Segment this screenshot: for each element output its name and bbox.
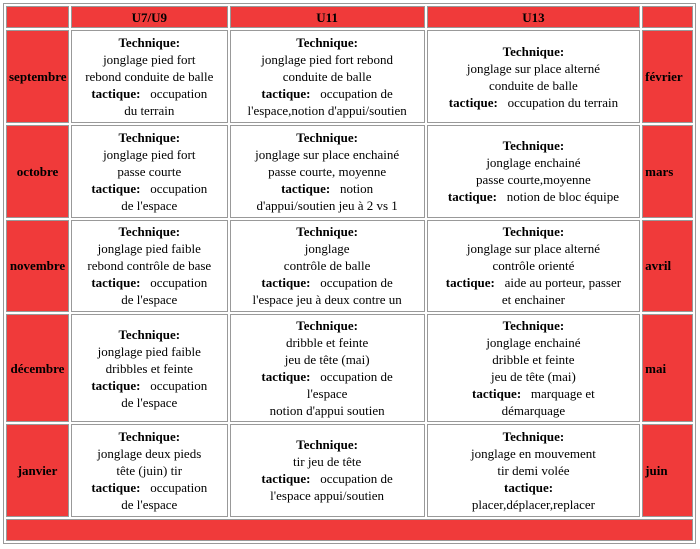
technique-heading: Technique: bbox=[296, 129, 358, 145]
cell-text-line: jonglage pied fort rebond bbox=[261, 52, 393, 68]
cell-text-line: jonglage sur place alterné bbox=[466, 60, 601, 76]
program-cell bbox=[427, 30, 640, 123]
tactique-label: tactique: bbox=[91, 86, 141, 102]
month-row bbox=[6, 30, 693, 123]
tactique-text: occupation bbox=[150, 86, 208, 102]
tactique-line bbox=[74, 180, 225, 197]
header-row bbox=[6, 6, 693, 28]
tactique-line bbox=[430, 274, 637, 291]
cell-text-line: jonglage deux pieds bbox=[97, 445, 202, 461]
tactique-line bbox=[233, 470, 422, 487]
footer-bar bbox=[6, 519, 693, 541]
cell-text-line: de l'espace bbox=[121, 197, 178, 213]
tactique-label: tactique: bbox=[472, 386, 522, 402]
technique-heading: Technique: bbox=[296, 437, 358, 453]
tactique-label: tactique: bbox=[91, 275, 141, 291]
tactique-label: tactique: bbox=[504, 479, 554, 495]
program-cell bbox=[71, 424, 228, 517]
tactique-text: notion bbox=[339, 180, 374, 196]
cell-text-line: notion d'appui soutien bbox=[269, 403, 385, 419]
corner-cell bbox=[6, 6, 69, 28]
program-cell bbox=[71, 30, 228, 123]
cell-text-line: contrôle de balle bbox=[283, 258, 371, 274]
tactique-line bbox=[74, 377, 225, 394]
cell-text-line: de l'espace bbox=[121, 496, 178, 512]
tactique-line bbox=[430, 385, 637, 402]
corner-cell-right bbox=[642, 6, 693, 28]
month-label-right: mars bbox=[642, 125, 693, 218]
tactique-text: occupation bbox=[150, 479, 208, 495]
tactique-label: tactique: bbox=[91, 180, 141, 196]
tactique-line bbox=[233, 85, 422, 102]
cell-text-line: contrôle orienté bbox=[492, 258, 575, 274]
program-cell bbox=[71, 220, 228, 313]
tactique-text: occupation bbox=[150, 275, 208, 291]
tactique-label: tactique: bbox=[261, 275, 311, 291]
tactique-line bbox=[430, 94, 637, 111]
tactique-text: occupation bbox=[150, 377, 208, 393]
technique-heading: Technique: bbox=[118, 428, 181, 444]
cell-text-line: dribble et feinte bbox=[285, 335, 369, 351]
cell-text-line: l'espace jeu à deux contre un bbox=[252, 292, 402, 308]
tactique-line bbox=[74, 479, 225, 496]
cell-text-line: jonglage sur place enchainé bbox=[255, 146, 400, 162]
program-cell bbox=[230, 220, 425, 313]
tactique-text: occupation de bbox=[320, 369, 393, 385]
col-header-u13: U13 bbox=[427, 6, 640, 28]
cell-text-line: l'espace appui/soutien bbox=[270, 488, 385, 504]
program-cell bbox=[427, 125, 640, 218]
tactique-text: occupation bbox=[150, 180, 208, 196]
cell-text-line: rebond contrôle de base bbox=[87, 258, 212, 274]
cell-text-line: tir jeu de tête bbox=[293, 454, 362, 470]
cell-text-line: l'espace,notion d'appui/soutien bbox=[247, 103, 407, 119]
program-cell bbox=[230, 314, 425, 422]
month-label-left: janvier bbox=[6, 424, 69, 517]
tactique-text: occupation de bbox=[320, 86, 393, 102]
tactique-text: occupation de bbox=[320, 275, 393, 291]
cell-text-line: passe courte bbox=[117, 163, 182, 179]
technique-heading: Technique: bbox=[502, 43, 565, 59]
technique-heading: Technique: bbox=[118, 224, 181, 240]
cell-text-line: conduite de balle bbox=[489, 77, 578, 93]
cell-text-line: passe courte,moyenne bbox=[476, 172, 591, 188]
tactique-line bbox=[74, 85, 225, 102]
col-header-u11: U11 bbox=[230, 6, 425, 28]
tactique-label: tactique: bbox=[445, 275, 495, 291]
tactique-label: tactique: bbox=[281, 180, 331, 196]
program-cell bbox=[427, 220, 640, 313]
month-label-right: mai bbox=[642, 314, 693, 422]
month-label-right: juin bbox=[642, 424, 693, 517]
tactique-label: tactique: bbox=[261, 86, 311, 102]
program-cell bbox=[71, 314, 228, 422]
month-label-right: février bbox=[642, 30, 693, 123]
tactique-label: tactique: bbox=[261, 471, 311, 487]
cell-text-line: l'espace bbox=[306, 386, 348, 402]
technique-heading: Technique: bbox=[118, 326, 181, 342]
footer-row bbox=[6, 519, 693, 541]
cell-text-line: passe courte, moyenne bbox=[268, 163, 387, 179]
tactique-text: occupation de bbox=[320, 471, 393, 487]
cell-text-line: tête (juin) tir bbox=[116, 462, 183, 478]
program-cell bbox=[230, 125, 425, 218]
tactique-label: tactique: bbox=[91, 377, 141, 393]
technique-heading: Technique: bbox=[296, 318, 358, 334]
cell-text-line: jonglage en mouvement bbox=[470, 445, 596, 461]
month-label-left: décembre bbox=[6, 314, 69, 422]
technique-heading: Technique: bbox=[502, 318, 565, 334]
cell-text-line: d'appui/soutien jeu à 2 vs 1 bbox=[256, 197, 398, 213]
program-cell bbox=[230, 424, 425, 517]
training-plan-table bbox=[3, 3, 696, 544]
program-cell bbox=[230, 30, 425, 123]
tactique-text: notion de bloc équipe bbox=[506, 189, 619, 205]
cell-text-line: de l'espace bbox=[121, 394, 178, 410]
month-row bbox=[6, 314, 693, 422]
cell-text-line: jonglage enchainé bbox=[486, 155, 581, 171]
cell-text-line: jonglage enchainé bbox=[486, 335, 581, 351]
cell-text-line: tir demi volée bbox=[497, 462, 570, 478]
cell-text-line: placer,déplacer,replacer bbox=[471, 496, 595, 512]
cell-text-line: jonglage pied faible bbox=[97, 241, 201, 257]
tactique-line bbox=[233, 274, 422, 291]
cell-text-line: dribbles et feinte bbox=[105, 360, 193, 376]
tactique-label: tactique: bbox=[91, 479, 141, 495]
cell-text-line: jeu de tête (mai) bbox=[284, 352, 370, 368]
cell-text-line: jonglage pied fort bbox=[103, 146, 196, 162]
technique-heading: Technique: bbox=[118, 129, 181, 145]
technique-heading: Technique: bbox=[502, 428, 565, 444]
cell-text-line: et enchainer bbox=[501, 292, 565, 308]
cell-text-line: jonglage pied fort bbox=[103, 52, 196, 68]
col-header-u7-u9: U7/U9 bbox=[71, 6, 228, 28]
tactique-label: tactique: bbox=[447, 189, 497, 205]
tactique-line bbox=[430, 188, 637, 205]
program-cell bbox=[427, 424, 640, 517]
program-cell bbox=[427, 314, 640, 422]
cell-text-line: du terrain bbox=[124, 103, 175, 119]
cell-text-line: démarquage bbox=[501, 403, 566, 419]
cell-text-line: rebond conduite de balle bbox=[85, 69, 214, 85]
cell-text-line: jonglage sur place alterné bbox=[466, 241, 601, 257]
month-label-left: octobre bbox=[6, 125, 69, 218]
cell-text-line: conduite de balle bbox=[282, 69, 372, 85]
tactique-text: aide au porteur, passer bbox=[504, 275, 622, 291]
cell-text-line: jonglage pied faible bbox=[97, 343, 201, 359]
technique-heading: Technique: bbox=[502, 224, 565, 240]
cell-text-line: dribble et feinte bbox=[492, 352, 575, 368]
tactique-line bbox=[74, 274, 225, 291]
tactique-text: marquage et bbox=[530, 386, 595, 402]
month-row bbox=[6, 220, 693, 313]
month-label-left: septembre bbox=[6, 30, 69, 123]
tactique-line bbox=[233, 180, 422, 197]
technique-heading: Technique: bbox=[118, 35, 181, 51]
tactique-line bbox=[233, 368, 422, 385]
cell-text-line: jeu de tête (mai) bbox=[491, 369, 576, 385]
cell-text-line: jonglage bbox=[304, 241, 350, 257]
month-label-left: novembre bbox=[6, 220, 69, 313]
tactique-line bbox=[430, 479, 637, 496]
tactique-label: tactique: bbox=[261, 369, 311, 385]
tactique-label: tactique: bbox=[448, 94, 498, 110]
program-cell bbox=[71, 125, 228, 218]
month-row bbox=[6, 424, 693, 517]
technique-heading: Technique: bbox=[296, 224, 358, 240]
month-row bbox=[6, 125, 693, 218]
technique-heading: Technique: bbox=[502, 138, 565, 154]
technique-heading: Technique: bbox=[296, 35, 358, 51]
tactique-text: occupation du terrain bbox=[507, 94, 619, 110]
month-label-right: avril bbox=[642, 220, 693, 313]
cell-text-line: de l'espace bbox=[121, 292, 178, 308]
